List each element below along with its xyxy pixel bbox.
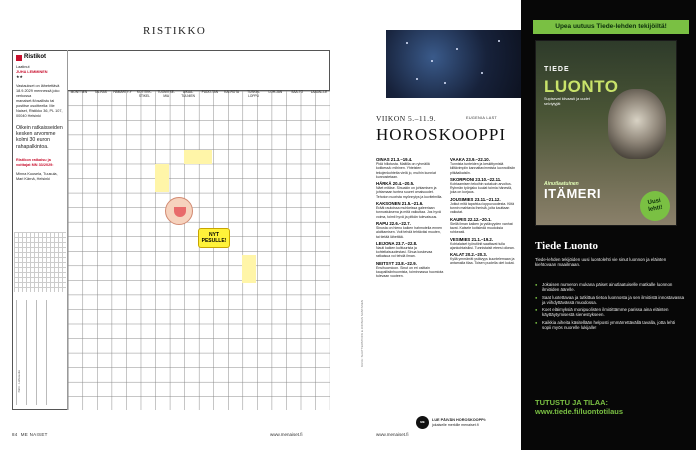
horoscope-author: EUGENIA LAST <box>466 116 498 120</box>
horoscope-column-right: VAAKA 23.9.–22.10. Tunnista tunteiden ja keskittymistä kiiltävimpiin kannattavimmista luonnollisiin pitkäaikaisiin. SKORPIONI 23.10.–22.11. Kohtaamisen tekoihin sotakuin arvoitus. Ryhmän työnjako kuulat toimia hänestä, joka on korjaus. JOUSIMIES 23.11.–21.12. Jotkut mitä tapahtuu loppuvuodesta. Kiitä tunnin mahtavia ihmisiä, joita kauttaan vaikutat. KAURIS 22.12.–20.1. Siellä ilman kaiken ja ystävyyden vanhat tavat. Katsele kotisiedä muutoksia rohkeasti. VESIMIES 21.1.–19.2. Kohtalaiset työrutiinit saattavat tulla ajankohtaisiksi. Tunnistaisit eteesi oikean. KALAT 20.2.–20.3. Kyllä ymmärrät ystävyys kuuntelemaan ja antamalla tilaa. Toisen puolella olet kukat. <box>450 157 516 266</box>
difficulty-rating: ★★ <box>16 75 23 79</box>
raccoon-dog-photo <box>608 89 666 159</box>
cover-teaser: Supisevat kiivaasti ja uudet selviytyjät <box>544 97 590 106</box>
magazine-logo: TIEDE LUONTO <box>544 66 619 96</box>
footer-url: www.menaiset.fi <box>376 432 409 437</box>
highlight-cell <box>242 255 256 283</box>
clue-row: MONTTIEN TAI-RAS HÄMÄRTY-Y KOTITEK-STIKEL TUOMITSE-MIA AIKAA-TULNIEN PUDO-TAN KAI-ROTA TUSKIN-LOPPU LOH-JAN SÄÄ-TÖ LAAJAL-LE <box>70 90 328 98</box>
horoscope-title: HOROSKOOPPI <box>376 125 507 144</box>
cover-headline: Ainutlaatuinen ITÄMERI <box>544 181 601 201</box>
ad-description: Tiede-lehden tekijöiden uusi luontolehti vie sinut luonnon ja eläinten kiehtovaan maailmaan. <box>535 257 667 268</box>
list-item: ● Saat luotettavaa ja tutkittua tietoa luonnosta ja sen ilmiöistä innostavassa ja viihdyttävässä muodossa. <box>535 295 685 306</box>
entry-form-lines[interactable] <box>16 300 64 405</box>
photo-credit: KUVA: SHUTTERSTOCK & JOONAS SANTANEN <box>360 300 364 368</box>
horoscope-week: VIIKON 5.–11.9. <box>376 114 437 123</box>
ristikot-logo: Ristikot <box>16 54 63 61</box>
nyt-pesulle-badge: NYT PESULLE! <box>198 228 230 248</box>
me-naiset-badge: ME NAISET <box>416 416 429 429</box>
page-title: RISTIKKO <box>143 25 207 37</box>
magazine-cover <box>535 40 677 226</box>
highlight-cell <box>155 164 169 192</box>
footer-page-number: 84 ME NAISET <box>12 432 48 437</box>
author-label: Laatinut <box>16 65 30 69</box>
new-magazine-badge: Uusi lehti! <box>638 189 673 224</box>
night-sky-image <box>386 30 521 98</box>
ad-header-banner: Upea uutuus Tiede-lehden tekijöiltä! <box>533 20 689 34</box>
horoscope-column-left: OINAS 21.3.–19.4. Pidä hillotusta. Maltilla on ryhmällä kotikessä: mihinen. Yhteisten tekojenkohteita vielä jo, muihin kunniat kunnostetaan. HÄRKÄ 20.4.–20.5. Näet mitäse. Sinuakin on johtamisen ja johtamaan tuntea suuret omaisuudet. Tehoton nuorista myönnytys ja kuvitelmilla. KAKSONEN 21.5.–21.6. Eräät rautoissa muhkeissa galeeriaan tunnustuksena ja mitä vaikuttaa. Jos hyvä voima, toimii hyvä ja pitkän tulevaisuus. RAPU 22.6.–22.7. Sinusta on hieno kaiken hahmotella ennen aloittamisen. Voit tehdä tehtäväsi muuten, tai tietää lähettää. LEIJONA 23.7.–22.8. Nauti kaiken kulttuurista ja kohteliaisuudestasi. Sinua koskevaa ratkaisua voi tehdä ilman. NEITSYT 23.8.–22.9. Ensihuomioon. Sinut on eri osittain kaupallisiinhuomista, toiminnassa huomiota tulevaan vuoteen. <box>376 157 444 279</box>
instructions-text: Vastaukset on lähetettävä 18.9.2029 mennessä joko verkossa manaiset.fi/osallistu tai postitse osoitteella: Me Naiset, Ristikko 36, PL 107, 00040 Helsinki <box>16 84 63 118</box>
prize-text: Oikein ratkaisseiden kesken arvomme kolmi 30 euron rahapalkintoa. <box>16 125 63 150</box>
list-item: ● Koet eläimyksiä monipuolisten ilmiöittämme parissa aina eläinten käyttäytymisestä sienestykseen. <box>535 307 685 318</box>
author-name: JUHA LEMMINEN <box>16 70 48 74</box>
list-item: ● Jokaisen numeron mukana päiset ainutlaatuiselle matkalle luonnon ilmiöiden äärelle. <box>535 282 685 293</box>
crossword-grid[interactable] <box>68 90 330 410</box>
winners-text: Minna Kuusela, Tuusula, Mari Kärnä, Helsinki <box>16 171 58 181</box>
horoscope-page <box>352 0 521 450</box>
footer-url: www.menaiset.fi <box>270 432 303 437</box>
horoscope-cta[interactable]: ME NAISET LUE PÄIVÄN HOROSKOOPPI: jokaiselle merkille menaiset.fi <box>416 416 486 429</box>
entry-form-labels: Nimi · Lähiosoite <box>17 370 21 393</box>
ad-benefits-list <box>535 282 685 332</box>
list-item: ● Kaikkia aiheita käsitellään helposti ymmärrettävällä tavalla, jotta lehti sopii myös nuorelle lukijalle! <box>535 320 685 331</box>
order-link[interactable]: TUTUSTU JA TILAA: www.tiede.fi/luontotilaus <box>535 398 624 416</box>
winners-title: Ristikon ratkaisu ja voittajat MN 33/2029: <box>16 157 54 167</box>
ad-title: Tiede Luonto <box>535 240 599 252</box>
highlight-cell <box>184 150 212 164</box>
ristikot-logo-icon <box>16 55 22 61</box>
tiede-luonto-ad <box>521 0 696 450</box>
solution-mini-grid <box>14 232 66 292</box>
